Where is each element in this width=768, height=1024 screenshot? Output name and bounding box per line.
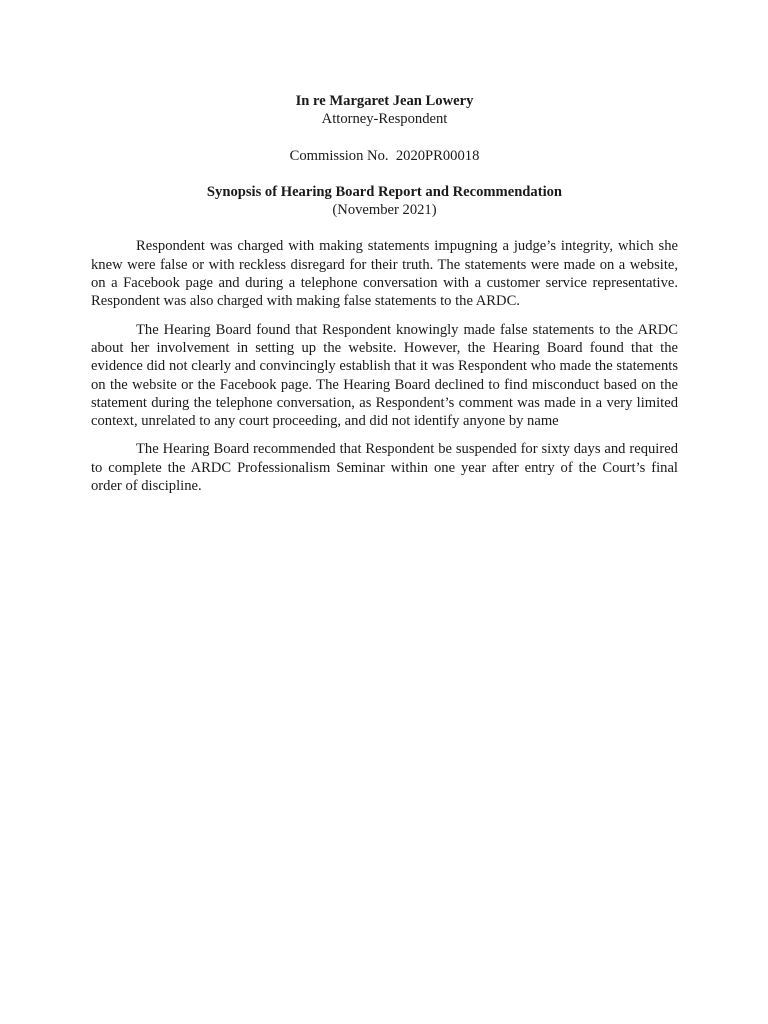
case-title: In re Margaret Jean Lowery: [295, 93, 474, 109]
paragraph-recommendation: The Hearing Board recommended that Respondent be suspended for sixty days and required to complete the ARDC Professionalism Seminar within one year after entry of the Court’s final order of discipline.: [91, 441, 678, 495]
respondent-role: Attorney-Respondent: [321, 111, 448, 128]
paragraph-findings: The Hearing Board found that Respondent knowingly made false statements to the ARDC about her involvement in setting up the website. However, the Hearing Board found that the evidence did not clearly and convincingly establish that it was Respondent who made the statements on the website or the Facebook page. The Hearing Board declined to find misconduct based on the statement during the telephone conversation, as Respondent’s comment was made in a very limited context, unrelated to any court proceeding, and did not identify anyone by name: [91, 321, 678, 430]
synopsis-title: Synopsis of Hearing Board Report and Recommendation: [206, 183, 563, 200]
synopsis-date: (November 2021): [332, 202, 437, 219]
commission-number: 2020PR00018: [395, 147, 480, 164]
synopsis-body: [91, 237, 678, 495]
commission-line: [91, 147, 678, 165]
document-page: [91, 92, 678, 495]
commission-label: Commission No.: [289, 147, 389, 164]
paragraph-charges: Respondent was charged with making statements impugning a judge’s integrity, which she knew were false or with reckless disregard for their truth. The statements were made on a website, on a Facebook page and during a telephone conversation with a customer service representative. Respondent was also charged with making false statements to the ARDC.: [91, 238, 678, 310]
